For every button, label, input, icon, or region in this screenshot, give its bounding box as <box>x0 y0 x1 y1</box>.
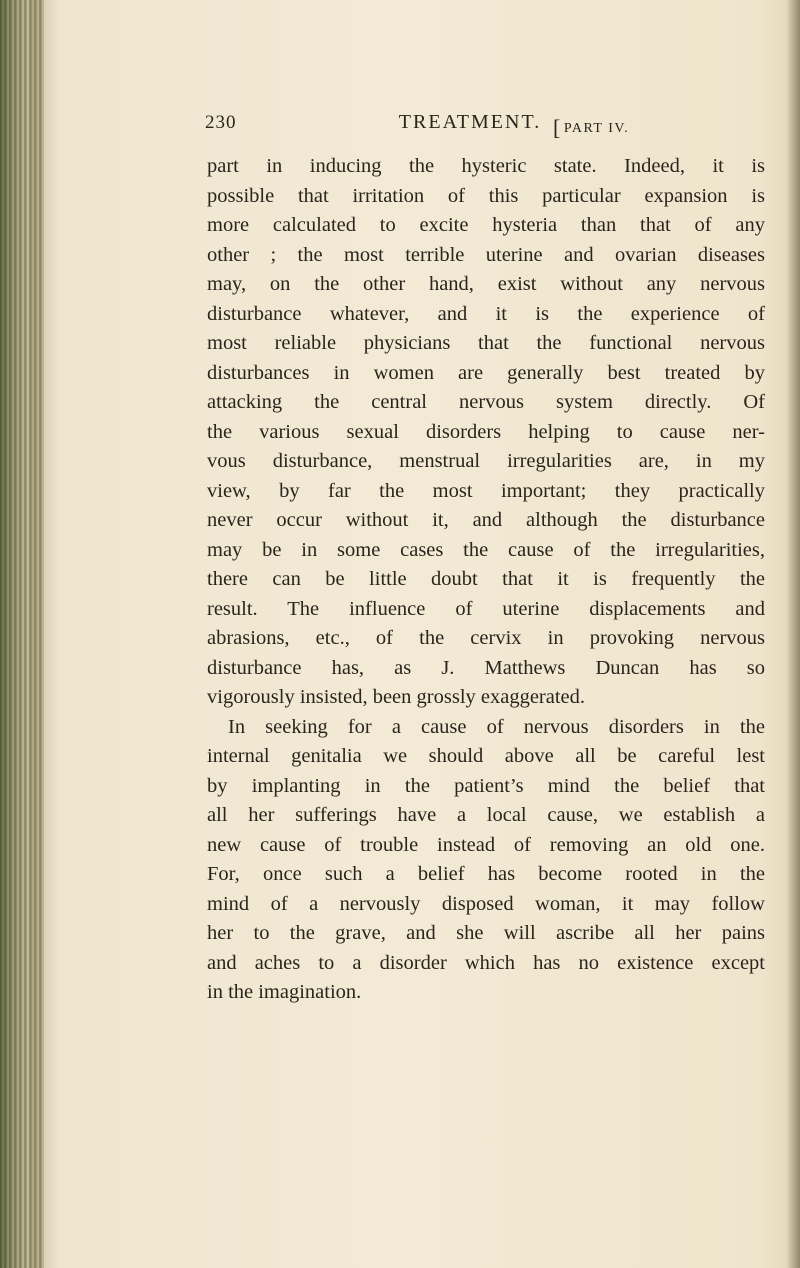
text-line: abrasions, etc., of the cervix in provoking nervous <box>207 627 765 649</box>
running-title: TREATMENT. <box>398 111 542 133</box>
text-line: For, once such a belief has become rooted in the <box>207 863 765 885</box>
text-line: never occur without it, and although the disturbance <box>207 509 765 531</box>
text-line: may, on the other hand, exist without any nervous <box>207 273 765 295</box>
text-line: most reliable physicians that the functional nervous <box>207 332 765 354</box>
text-line: In seeking for a cause of nervous disorders in the <box>228 715 765 738</box>
text-line: there can be little doubt that it is frequently the <box>207 568 765 590</box>
text-line: may be in some cases the cause of the irregularities, <box>207 538 765 561</box>
text-line: new cause of trouble instead of removing an old one. <box>207 833 765 856</box>
text-line: part in inducing the hysteric state. Indeed, it is <box>207 155 765 177</box>
text-line: all her sufferings have a local cause, we establish a <box>207 804 765 826</box>
bracket-glyph: [ <box>553 115 562 140</box>
text-line: more calculated to excite hysteria than that of any <box>207 214 765 236</box>
body-text <box>207 152 765 1008</box>
text-line: mind of a nervously disposed woman, it may follow <box>207 892 765 915</box>
part-label <box>553 112 629 138</box>
text-line: result. The influence of uterine displacements and <box>207 597 765 620</box>
text-line: her to the grave, and she will ascribe all her pains <box>207 922 765 944</box>
text-line: vous disturbance, menstrual irregularities are, in my <box>207 450 765 472</box>
text-line: in the imagination. <box>207 981 362 1003</box>
page-number: 230 <box>205 112 237 133</box>
text-line: attacking the central nervous system directly. Of <box>207 391 765 413</box>
gutter-shadow <box>30 0 60 1268</box>
text-line: view, by far the most important; they practically <box>207 479 765 502</box>
text-line: by implanting in the patient’s mind the belief that <box>207 774 765 797</box>
text-line: vigorously insisted, been grossly exaggerated. <box>207 686 586 708</box>
part-label-text: PART IV. <box>563 121 630 136</box>
text-line: internal genitalia we should above all be careful lest <box>207 745 765 767</box>
text-line: disturbances in women are generally best treated by <box>207 361 765 384</box>
text-line: and aches to a disorder which has no existence except <box>207 951 765 974</box>
text-line: the various sexual disorders helping to cause ner- <box>207 420 765 443</box>
running-header <box>205 112 765 142</box>
text-line: possible that irritation of this particular expansion is <box>207 184 765 207</box>
text-line: other ; the most terrible uterine and ovarian diseases <box>207 243 765 266</box>
text-line: disturbance has, as J. Matthews Duncan has so <box>207 656 765 679</box>
text-line: disturbance whatever, and it is the experience of <box>207 302 765 325</box>
page-edge <box>786 0 800 1268</box>
